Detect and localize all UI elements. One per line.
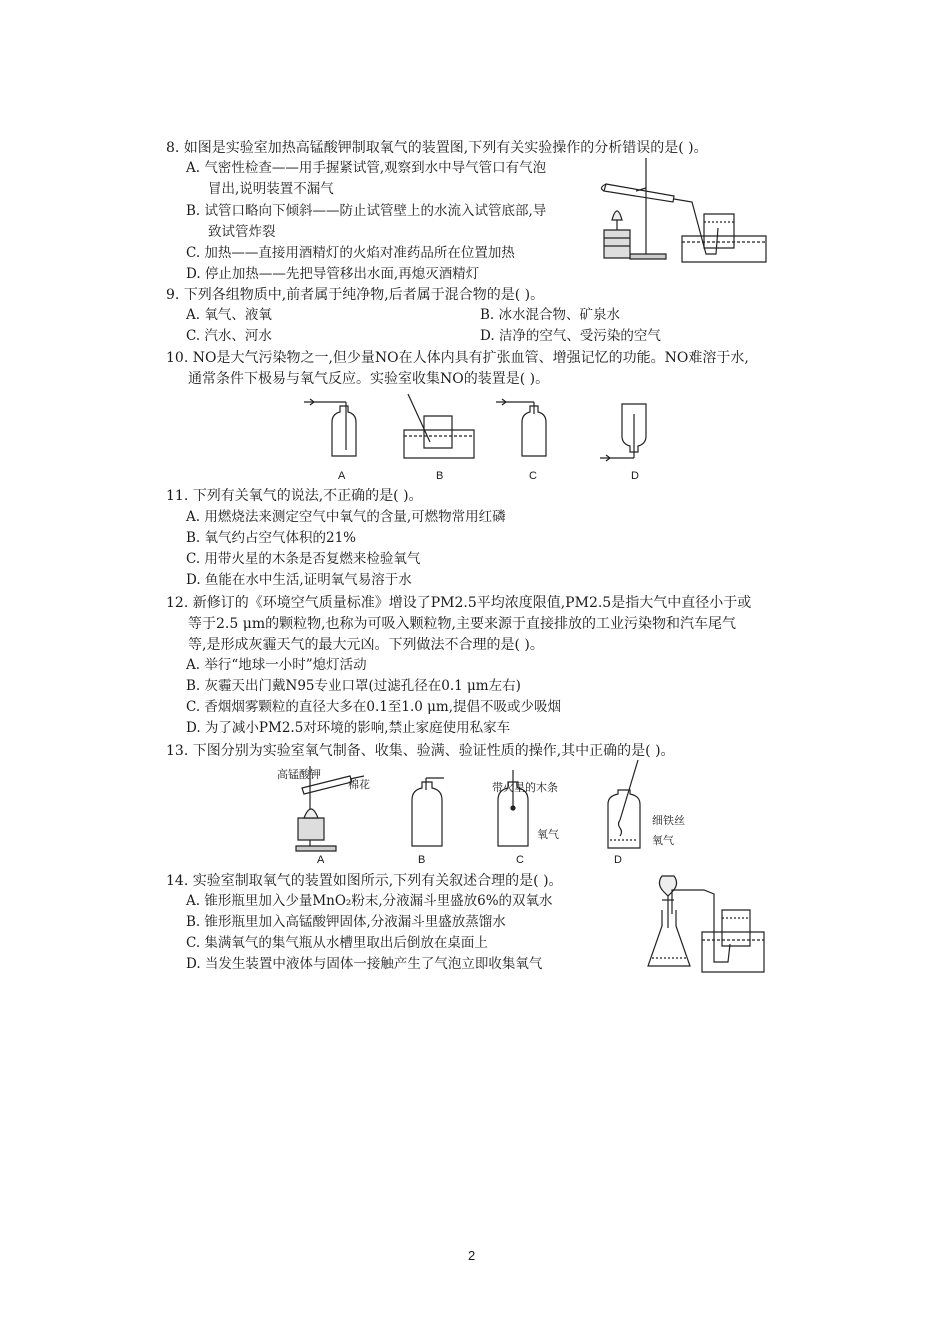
q12-option-b: B. 灰霾天出门戴N95专业口罩(过滤孔径在0.1 μm左右)	[186, 678, 521, 694]
q13-label-a: A	[317, 854, 325, 866]
q13-label-cotton: 棉花	[348, 779, 370, 791]
q14-apparatus-figure	[644, 870, 768, 982]
q12-stem-line3: 等,是形成灰霾天气的最大元凶。下列做法不合理的是( )。	[188, 637, 544, 653]
q13-label-kmno4: 高锰酸钾	[277, 769, 321, 781]
q14-option-a: A. 锥形瓶里加入少量MnO₂粉末,分液漏斗里盛放6%的双氧水	[186, 893, 553, 909]
q8-option-a: A. 气密性检查——用手握紧试管,观察到水中导气管口有气泡	[186, 160, 547, 176]
q10-figure	[300, 392, 660, 464]
q13-figure	[284, 760, 684, 856]
q8-apparatus-figure	[594, 158, 770, 268]
q12-option-d: D. 为了减小PM2.5对环境的影响,禁止家庭使用私家车	[186, 720, 511, 736]
q14-option-b: B. 锥形瓶里加入高锰酸钾固体,分液漏斗里盛放蒸馏水	[186, 914, 506, 930]
q10-stem-line2: 通常条件下极易与氧气反应。实验室收集NO的装置是( )。	[188, 371, 550, 387]
q10-bottle-a	[304, 399, 356, 456]
q14-option-c: C. 集满氧气的集气瓶从水槽里取出后倒放在桌面上	[186, 935, 488, 951]
q13-label-c: C	[516, 854, 524, 866]
q8-stem: 8. 如图是实验室加热高锰酸钾制取氧气的装置图,下列有关实验操作的分析错误的是( )。	[166, 140, 708, 156]
q13-label-d: D	[614, 854, 622, 866]
q9-stem: 9. 下列各组物质中,前者属于纯净物,后者属于混合物的是( )。	[166, 287, 545, 303]
q13-bottle-b	[412, 778, 444, 846]
q13-label-o2-d: 氧气	[652, 835, 674, 847]
q13-label-wire: 细铁丝	[652, 815, 685, 827]
q10-trough-b	[404, 394, 474, 458]
page-number: 2	[468, 1248, 476, 1263]
q10-bottle-c	[496, 399, 546, 456]
q13-bottle-d	[608, 760, 640, 848]
q8-option-c: C. 加热——直接用酒精灯的火焰对准药品所在位置加热	[186, 245, 515, 261]
q13-stem: 13. 下图分别为实验室氧气制备、收集、验满、验证性质的操作,其中正确的是( )。	[166, 743, 675, 759]
q12-option-c: C. 香烟烟雾颗粒的直径大多在0.1至1.0 μm,提倡不吸或少吸烟	[186, 699, 562, 715]
q9-option-c: C. 汽水、河水	[186, 328, 272, 344]
q10-label-c: C	[529, 470, 537, 482]
q11-option-a: A. 用燃烧法来测定空气中氧气的含量,可燃物常用红磷	[186, 509, 506, 525]
q13-label-splint: 带火星的木条	[492, 782, 558, 794]
q8-option-a-cont: 冒出,说明装置不漏气	[208, 181, 334, 197]
q10-label-a: A	[338, 470, 346, 482]
q8-option-d: D. 停止加热——先把导管移出水面,再熄灭酒精灯	[186, 266, 480, 282]
q14-stem: 14. 实验室制取氧气的装置如图所示,下列有关叙述合理的是( )。	[166, 873, 563, 889]
q10-bottle-d	[600, 404, 646, 461]
q9-option-d: D. 洁净的空气、受污染的空气	[480, 328, 661, 344]
q12-stem-line1: 12. 新修订的《环境空气质量标准》增设了PM2.5平均浓度限值,PM2.5是指大气中直径小于或	[166, 595, 752, 611]
q10-label-d: D	[631, 470, 639, 482]
q8-option-b: B. 试管口略向下倾斜——防止试管壁上的水流入试管底部,导	[186, 203, 547, 219]
q11-option-d: D. 鱼能在水中生活,证明氧气易溶于水	[186, 572, 412, 588]
q9-option-b: B. 冰水混合物、矿泉水	[480, 307, 621, 323]
q11-option-b: B. 氧气约占空气体积的21%	[186, 530, 357, 546]
q10-label-b: B	[436, 470, 444, 482]
q12-stem-line2: 等于2.5 μm的颗粒物,也称为可吸入颗粒物,主要来源于直接排放的工业污染物和汽车尾气	[188, 616, 736, 632]
q14-option-d: D. 当发生装置中液体与固体一接触产生了气泡立即收集氧气	[186, 956, 543, 972]
q11-option-c: C. 用带火星的木条是否复燃来检验氧气	[186, 551, 421, 567]
q12-option-a: A. 举行“地球一小时”熄灯活动	[186, 657, 367, 673]
q8-option-b-cont: 致试管炸裂	[208, 224, 276, 240]
q11-stem: 11. 下列有关氧气的说法,不正确的是( )。	[166, 488, 423, 504]
q9-option-a: A. 氧气、液氧	[186, 307, 272, 323]
q13-label-b: B	[418, 854, 426, 866]
q13-label-o2-c: 氧气	[537, 829, 559, 841]
q10-stem-line1: 10. NO是大气污染物之一,但少量NO在人体内具有扩张血管、增强记忆的功能。NO难溶于水,	[166, 350, 749, 366]
